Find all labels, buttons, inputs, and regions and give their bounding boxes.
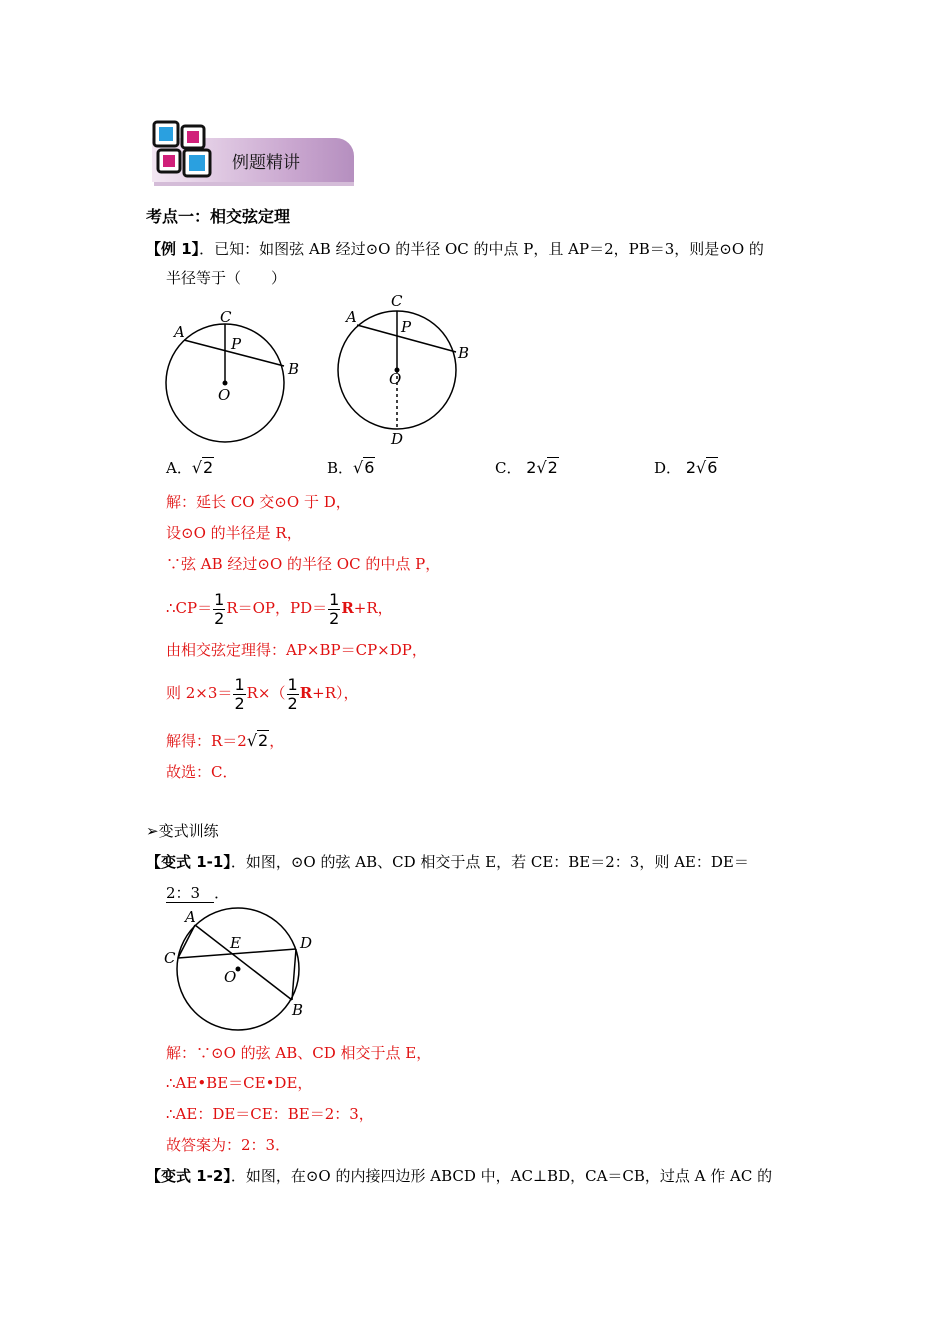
v1-solution-l1: 解：∵⊙O 的弦 AB、CD 相交于点 E， xyxy=(166,1044,432,1062)
fig1-label-o: O xyxy=(218,386,231,404)
ex1-solution-l2: 设⊙O 的半径是 R， xyxy=(166,524,302,542)
ex1-solution-l5: 由相交弦定理得：AP×BP＝CP×DP， xyxy=(166,641,427,659)
example1-question xyxy=(146,239,764,259)
fig1-label-a: A xyxy=(174,323,185,341)
fig2-label-c: C xyxy=(391,292,403,310)
v1-label-c: C xyxy=(164,949,176,967)
example1-label: 【例 1】 xyxy=(146,240,200,258)
option-b: B．√6 xyxy=(327,458,375,477)
example1-text: ．已知：如图弦 AB 经过⊙O 的半径 OC 的中点 P，且 AP＝2，PB＝3，则是⊙O 的 xyxy=(199,240,764,258)
fig2-label-a: A xyxy=(346,308,357,326)
fig2-label-p: P xyxy=(401,318,412,336)
variant1-label: 【变式 1-1】 xyxy=(146,853,231,871)
fig1-label-p: P xyxy=(231,335,242,353)
option-c: C． 2√2 xyxy=(495,458,558,477)
ex1-solution-l4: ∴CP＝ $\frac{1}{2}$ R＝OP，PD＝ $\frac{1}{2}$ R+R， xyxy=(166,589,393,628)
option-a: A．√2 xyxy=(166,458,214,477)
fig2-label-o: O xyxy=(389,370,402,388)
variant-heading: ➢变式训练 xyxy=(146,822,219,840)
grid-logo-icon xyxy=(150,118,216,184)
fig2-label-d: D xyxy=(391,430,404,448)
v1-solution-l2: ∴AE•BE＝CE•DE， xyxy=(166,1074,313,1092)
variant2-label: 【变式 1-2】 xyxy=(146,1167,231,1185)
ex1-solution-l7: 解得：R＝2√2， xyxy=(166,731,285,750)
v1-label-o: O xyxy=(224,968,237,986)
ex1-solution-l8: 故选：C． xyxy=(166,763,238,781)
ex1-solution-l3: ∵弦 AB 经过⊙O 的半径 OC 的中点 P， xyxy=(166,555,441,573)
v1-solution-l4: 故答案为：2：3． xyxy=(166,1136,291,1154)
fig1-label-c: C xyxy=(220,308,232,326)
example1-question-line2: 半径等于（ ） xyxy=(166,269,287,287)
variant1-question: 【变式 1-1】．如图，⊙O 的弦 AB、CD 相交于点 E，若 CE：BE＝2：3，则 AE：DE＝ xyxy=(146,853,749,871)
v1-label-b: B xyxy=(292,1001,304,1019)
v1-label-a: A xyxy=(185,908,196,926)
variant2-question: 【变式 1-2】．如图，在⊙O 的内接四边形 ABCD 中，AC⊥BD，CA＝CB，过点 A 作 AC 的 xyxy=(146,1167,773,1185)
ex1-solution-l6: 则 2×3＝ $\frac{1}{2}$ R×（ $\frac{1}{2}$ R+R）， xyxy=(166,674,359,713)
v1-label-e: E xyxy=(230,934,241,952)
arrow-bullet-icon: ➢ xyxy=(146,822,159,840)
v1-solution-l3: ∴AE：DE＝CE：BE＝2：3， xyxy=(166,1105,374,1123)
fig2-label-b: B xyxy=(458,344,470,362)
ex1-solution-l1: 解：延长 CO 交⊙O 于 D， xyxy=(166,493,351,511)
v1-label-d: D xyxy=(300,934,313,952)
option-d: D． 2√6 xyxy=(654,458,718,477)
header-title: 例题精讲 xyxy=(232,153,300,173)
variant1-answer: 2：3 ． xyxy=(166,884,230,902)
section-title: 考点一：相交弦定理 xyxy=(146,207,291,226)
fig1-label-b: B xyxy=(288,360,300,378)
